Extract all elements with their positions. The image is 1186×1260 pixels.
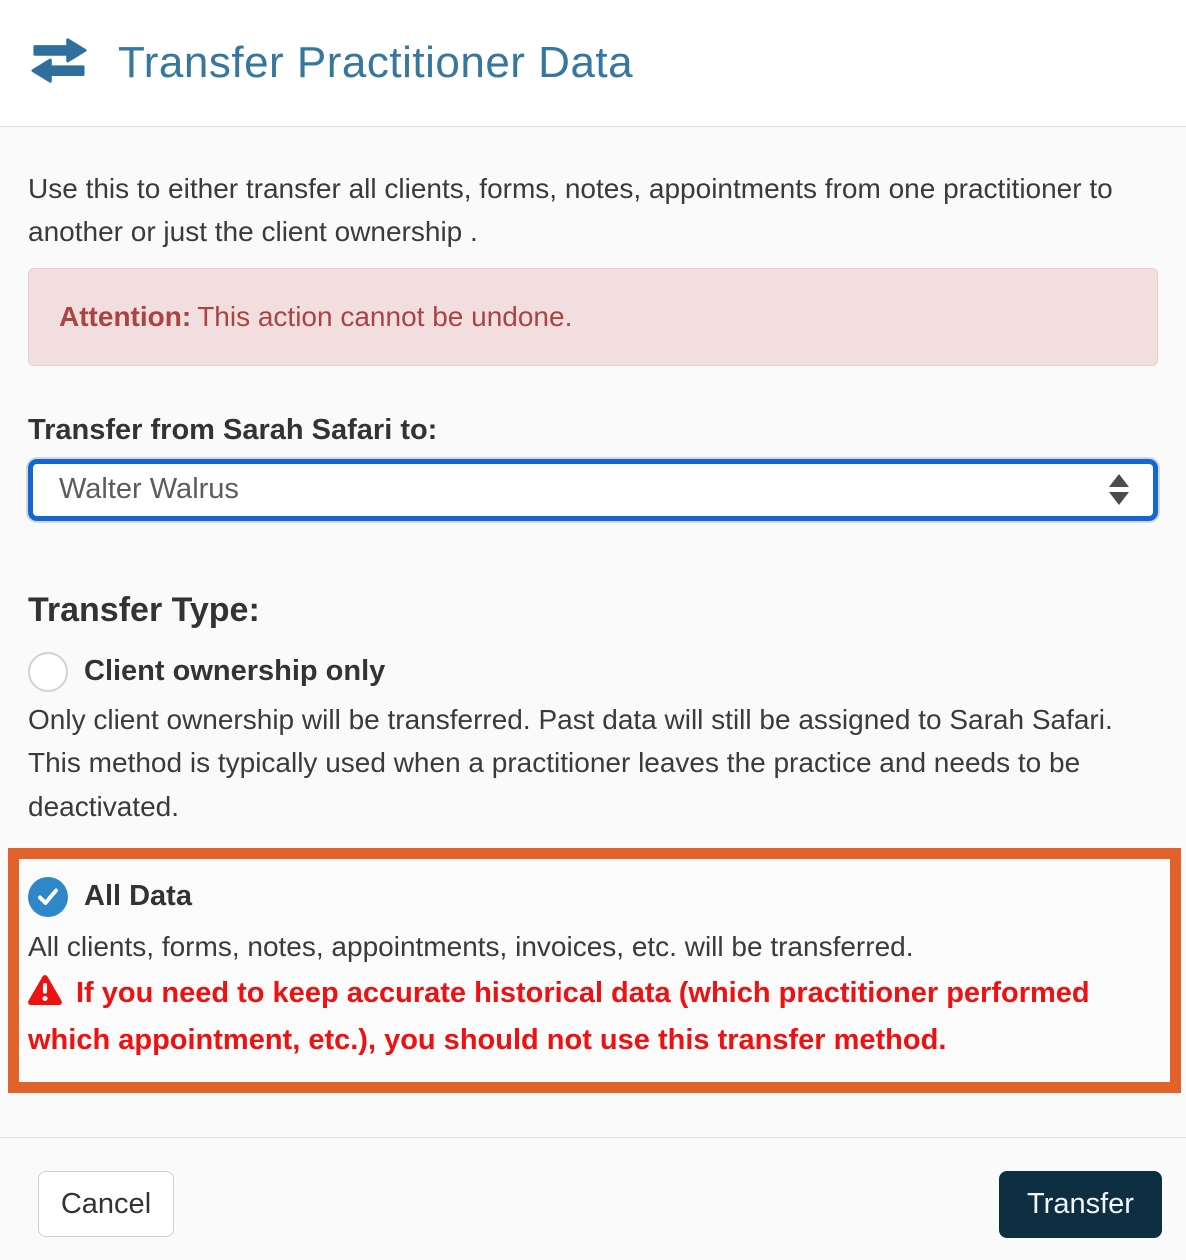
dialog-header	[0, 0, 1186, 127]
cancel-button[interactable]: Cancel	[38, 1171, 174, 1237]
transfer-button[interactable]: Transfer	[999, 1171, 1162, 1238]
client-ownership-description: Only client ownership will be transferred. Past data will still be assigned to Sarah Safari. This method is typically used when a practitioner leaves the practice and needs to be deactivated.	[28, 703, 1113, 822]
transfer-to-select[interactable]	[28, 459, 1158, 521]
radio-all-data[interactable]	[28, 877, 1150, 917]
alert-label: Attention:	[59, 300, 192, 332]
attention-alert	[28, 268, 1158, 366]
alert-message: This action cannot be undone.	[197, 300, 573, 332]
all-data-warning	[28, 972, 1150, 1062]
radio-client-ownership-only[interactable]	[28, 652, 1158, 692]
all-data-description: All clients, forms, notes, appointments, invoices, etc. will be transferred.	[28, 930, 914, 962]
option-label-client-ownership: Client ownership only	[84, 655, 386, 688]
all-data-highlight-box	[8, 848, 1181, 1093]
warning-triangle-icon	[28, 974, 62, 1019]
dialog-body	[0, 167, 1186, 1093]
intro-text: Use this to either transfer all clients, forms, notes, appointments from one practitioner to another or just the client ownership .	[28, 173, 1113, 248]
radio-unchecked-icon[interactable]	[28, 652, 68, 692]
transfer-type-heading: Transfer Type:	[28, 590, 260, 629]
selected-practitioner: Walter Walrus	[59, 473, 239, 506]
page-title: Transfer Practitioner Data	[118, 38, 634, 87]
transfer-arrows-icon	[28, 34, 90, 93]
select-spinner-icon	[1109, 474, 1129, 505]
transfer-to-label: Transfer from Sarah Safari to:	[28, 413, 438, 446]
dialog-footer	[0, 1137, 1186, 1238]
option-label-all-data: All Data	[84, 880, 192, 913]
warning-text: If you need to keep accurate historical data (which practitioner performed which appointment, etc.), you should not use this transfer method.	[28, 977, 1090, 1056]
radio-checked-icon[interactable]	[28, 877, 68, 917]
